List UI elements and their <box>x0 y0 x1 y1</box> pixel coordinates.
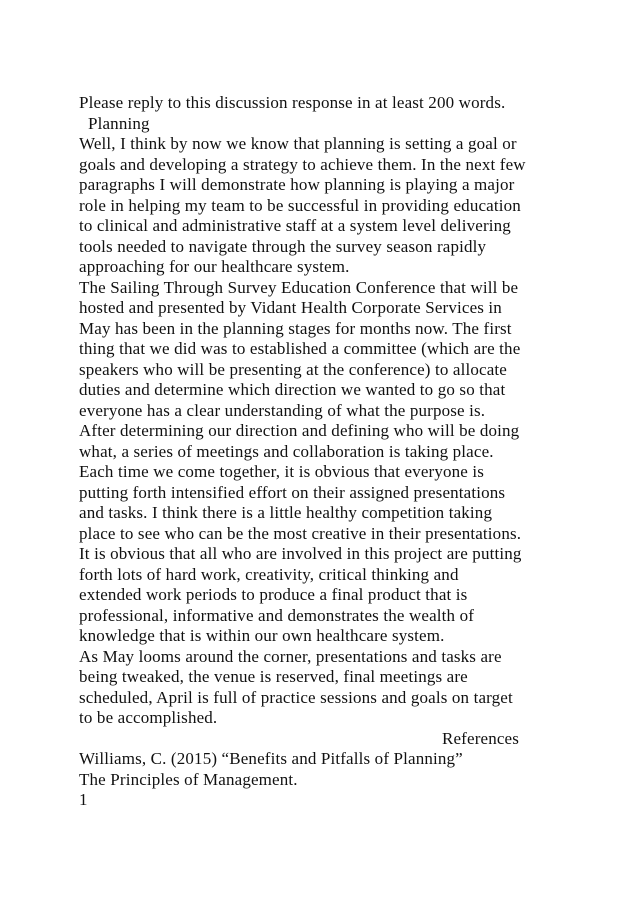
body-line: role in helping my team to be successful in providing education <box>79 195 521 215</box>
body-line: being tweaked, the venue is reserved, final meetings are <box>79 667 468 686</box>
body-line: place to see who can be the most creative in their presentations. <box>79 523 522 543</box>
body-line: scheduled, April is full of practice sessions and goals on target <box>79 687 513 707</box>
body-line: speakers who will be presenting at the conference) to allocate <box>79 359 507 379</box>
reference-entry: The Principles of Management. <box>79 769 298 789</box>
body-line: to clinical and administrative staff at a system level delivering <box>79 216 511 235</box>
body-line: knowledge that is within our own healthcare system. <box>79 626 445 645</box>
reference-entry: Williams, C. (2015) “Benefits and Pitfalls of Planning” <box>79 749 463 768</box>
references-heading: References <box>442 728 520 748</box>
body-line: tools needed to navigate through the survey season rapidly <box>79 236 487 256</box>
body-line: approaching for our healthcare system. <box>79 257 350 276</box>
body-line: extended work periods to produce a final product that is <box>79 585 468 604</box>
document-body <box>79 93 599 811</box>
section-heading-planning: Planning <box>88 113 150 133</box>
body-line: May has been in the planning stages for months now. The first <box>79 318 512 338</box>
body-line: what, a series of meetings and collaboration is taking place. <box>79 441 494 461</box>
body-line: forth lots of hard work, creativity, critical thinking and <box>79 564 459 584</box>
body-line: After determining our direction and defining who will be doing <box>79 421 520 440</box>
body-line: everyone has a clear understanding of what the purpose is. <box>79 400 486 420</box>
body-line: The Sailing Through Survey Education Conference that will be <box>79 277 519 297</box>
body-line: professional, informative and demonstrates the wealth of <box>79 605 475 625</box>
body-line: thing that we did was to established a committee (which are the <box>79 339 521 358</box>
body-line: Well, I think by now we know that planning is setting a goal or <box>79 134 517 153</box>
body-line: Each time we come together, it is obvious that everyone is <box>79 462 485 481</box>
body-line: hosted and presented by Vidant Health Corporate Services in <box>79 298 502 317</box>
body-line: It is obvious that all who are involved in this project are putting <box>79 544 522 563</box>
body-line: putting forth intensified effort on their assigned presentations <box>79 482 506 502</box>
body-line: paragraphs I will demonstrate how planning is playing a major <box>79 175 515 194</box>
body-line: to be accomplished. <box>79 708 218 727</box>
body-line: duties and determine which direction we wanted to go so that <box>79 380 506 399</box>
body-line: and tasks. I think there is a little healthy competition taking <box>79 503 493 522</box>
instruction-line: Please reply to this discussion response in at least 200 words. <box>79 93 506 112</box>
body-line: As May looms around the corner, presentations and tasks are <box>79 646 502 666</box>
page-number: 1 <box>79 790 88 809</box>
body-line: goals and developing a strategy to achieve them. In the next few <box>79 154 526 174</box>
